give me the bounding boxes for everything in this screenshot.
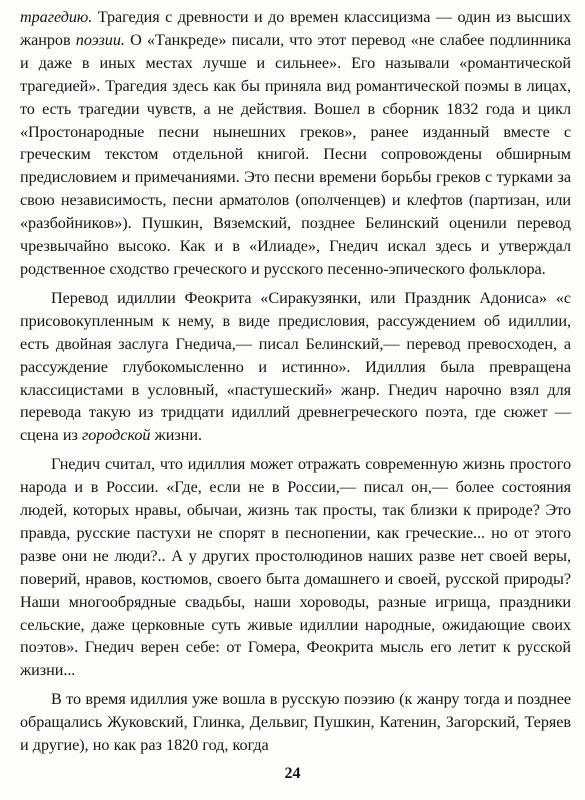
text-run: В то время идиллия уже вошла в русскую поэзию (к жанру тогда и позднее обращались Жуковский, Глинка, Дельвиг, Пушкин, Катенин, Загорский, Теряев и другие), но как раз 1820 год, когда [20, 690, 571, 755]
paragraph [20, 287, 571, 447]
text-run: Гнедич считал, что идиллия может отражать современную жизнь простого народа и в России. «Где, если не в России,— писал он,— более состояния людей, которых нравы, обычаи, жизнь так просты, так близки к природе? Это правда, русские пастухи не спорят в песнопении, как греческие... но от этого разве они не люди?.. А у других простолюдинов наших разве нет своей веры, поверий, нравов, костюмов, своего быта домашнего и своей, русской природы? Наши многообрядные свадьбы, наши хороводы, разные игрища, праздники сельские, даже церковные суть живые идиллии народные, ожидающие своих поэтов». Гнедич верен себе: от Гомера, Феокрита мысль его летит к русской жизни... [20, 455, 571, 680]
paragraph [20, 688, 571, 757]
text-run: О «Танкреде» писали, что этот перевод «не слабее подлинника и даже в иных местах лучше и сильнее». Его называли «романтической трагедией». Трагедия здесь как бы приняла вид романтической поэмы в лицах, то есть трагедии чувств, а не действия. Вошел в сборник 1832 года и цикл «Простонародные песни нынешних греков», ранее изданный вместе с греческим текстом отдельной книгой. Песни сопровождены обширным предисловием и примечаниями. Это песни времени борьбы греков с турками за свою независимость, песни арматолов (ополченцев) и клефтов (партизан, или «разбойников»). Пушкин, Вяземский, позднее Белинский оценили перевод чрезвычайно высоко. Как и в «Илиаде», Гнедич искал здесь и утверждал родственное сходство греческого и русского песенно-эпического фольклора. [20, 30, 571, 278]
text-run: Трагедия с древности и до времен классицизма — один из высших жанров [20, 8, 571, 49]
paragraph [20, 453, 571, 682]
text-run-italic: городской [81, 426, 151, 445]
page-number: 24 [284, 765, 301, 782]
text-run: жизни. [150, 426, 202, 445]
text-run-italic: поэзии. [75, 30, 125, 49]
body-text [20, 6, 571, 757]
text-run-italic: трагедию. [20, 8, 93, 26]
text-run: Перевод идиллии Феокрита «Сиракузянки, или Праздник Адониса» «с присовокупленным к нему, в виде предисловия, рассуждением об идиллии, есть двойная заслуга Гнедича,— писал Белинский,— перевод превосходен, а рассуждение глубокомысленно и истинно». Идиллия была превращена классицистами в условный, «пастушеский» жанр. Гнедич нарочно взял для перевода такую из тридцати идиллий древнегреческого поэта, где сюжет — сцена из [20, 288, 571, 445]
paragraph [20, 6, 571, 281]
